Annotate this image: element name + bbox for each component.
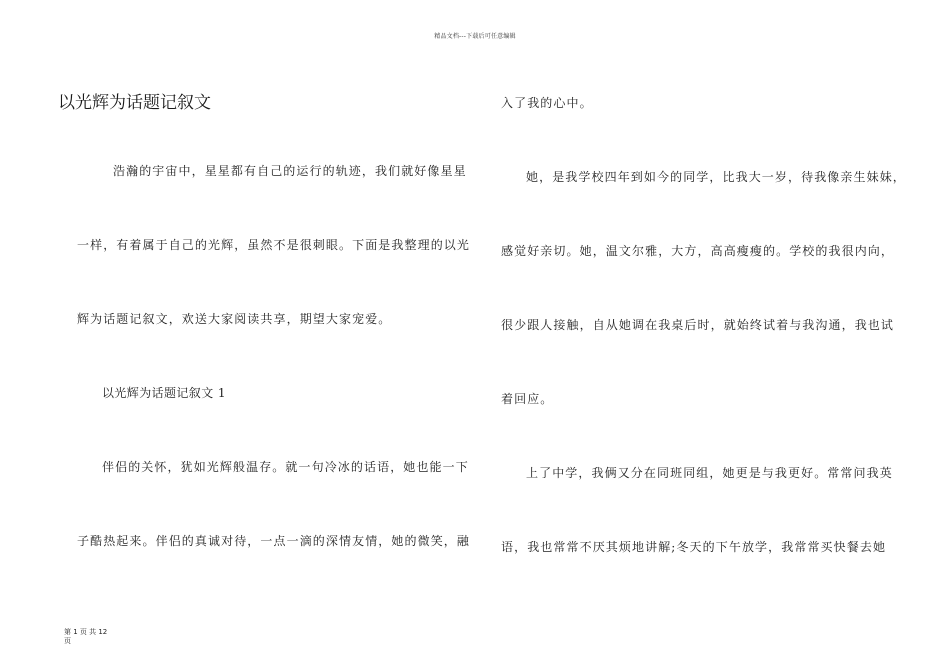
paragraph-line: 很少跟人接触，自从她调在我桌后时，就始终试着与我沟通，我也试 — [501, 318, 895, 332]
page-number: 第 1 页 共 12 页 — [64, 628, 108, 645]
paragraph-line: 语，我也常常不厌其烦地讲解;冬天的下午放学，我常常买快餐去她 — [501, 540, 887, 554]
paragraph-line: 一样，有着属于自己的光辉，虽然不是很刺眼。下面是我整理的以光 — [77, 238, 471, 252]
paragraph-line: 伴侣的关怀，犹如光辉般温存。就一句冷冰的话语，她也能一下 — [102, 460, 469, 474]
paragraph-line: 感觉好亲切。她，温文尔雅，大方，高高瘦瘦的。学校的我很内向， — [501, 244, 895, 258]
paragraph-line: 辉为话题记叙文，欢送大家阅读共享，期望大家宠爱。 — [77, 312, 392, 326]
section-heading: 以光辉为话题记叙文 1 — [102, 386, 226, 400]
header-note: 精品文档---下载后可任意编辑 — [434, 33, 516, 40]
paragraph-line: 浩瀚的宇宙中，星星都有自己的运行的轨迹，我们就好像星星 — [113, 164, 467, 178]
paragraph-line: 上了中学，我俩又分在同班同组，她更是与我更好。常常问我英 — [526, 466, 893, 480]
paragraph-line: 她，是我学校四年到如今的同学，比我大一岁，待我像亲生妹妹， — [526, 170, 906, 184]
paragraph-line: 着回应。 — [501, 392, 554, 406]
paragraph-line: 子酷热起来。伴侣的真诚对待，一点一滴的深情友情，她的微笑，融 — [77, 534, 471, 548]
paragraph-line: 入了我的心中。 — [501, 96, 593, 110]
document-title: 以光辉为话题记叙文 — [58, 93, 211, 113]
